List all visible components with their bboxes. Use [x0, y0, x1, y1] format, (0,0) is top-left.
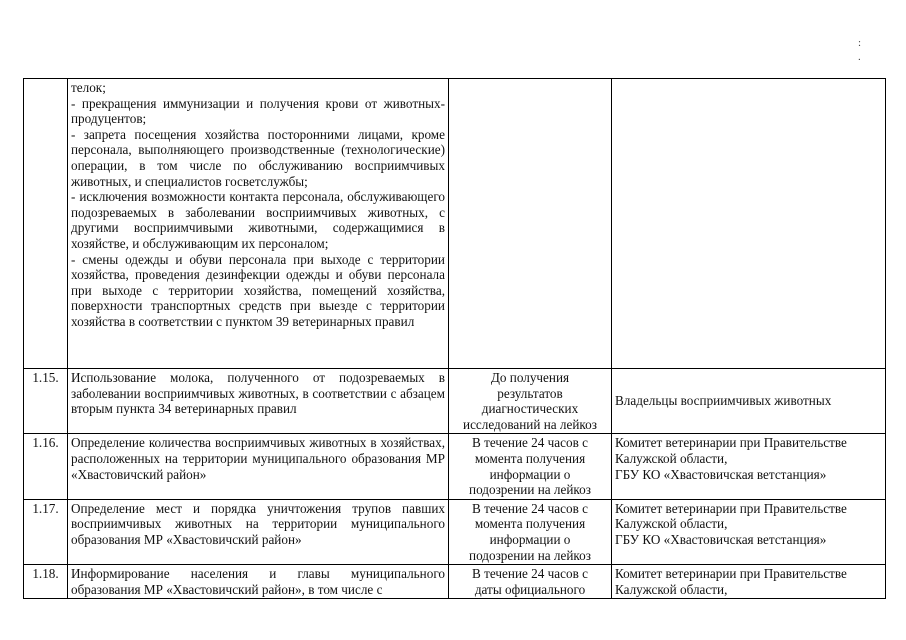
measure-bullet: - смены одежды и обуви персонала при выходе с территории хозяйства, проведения дезинфекции одежды и обуви персонала при выходе с территории хозяйства, помещений хозяйства, поверхности транспортных средств при выезде с территории хозяйства в соответствии с пунктом 39 ветеринарных правил [71, 251, 445, 329]
responsible-cell [612, 499, 886, 564]
measure-cell: Использование молока, полученного от подозреваемых в заболевании восприимчивых животных, в соответствии с абзацем вторым пункта 34 ветеринарных правил [68, 369, 449, 434]
term-cell [449, 434, 612, 499]
responsible-line: ГБУ КО «Хвастовичская ветстанция» [615, 531, 827, 547]
row-number: 1.16. [24, 434, 68, 499]
row-number [24, 79, 68, 369]
responsible-line: Калужской области, [615, 516, 728, 532]
measure-cell [68, 79, 449, 369]
row-number: 1.15. [24, 369, 68, 434]
term-line: подозрении на лейкоз [469, 547, 591, 563]
measure-cell: Определение количества восприимчивых животных в хозяйствах, расположенных на территории муниципального образования МР «Хвастовичский район» [68, 434, 449, 499]
responsible-line: Комитет ветеринарии при Правительстве [615, 500, 847, 516]
term-line: информации о [489, 531, 571, 547]
term-line: В течение 24 часов с [472, 435, 588, 451]
term-cell [449, 79, 612, 369]
responsible-line: Калужской области, [615, 450, 728, 466]
term-line: подозрении на лейкоз [469, 482, 591, 498]
corner-marks [858, 36, 861, 64]
term-line: диагностических [481, 401, 579, 417]
responsible-line: ГБУ КО «Хвастовичская ветстанция» [615, 466, 827, 482]
measure-bullet: - прекращения иммунизации и получения крови от животных-продуцентов; [71, 95, 445, 127]
measures-table [23, 78, 886, 599]
responsible-cell [612, 369, 886, 434]
measure-bullet: - запрета посещения хозяйства посторонними лицами, кроме персонала, выполняющего производственные (технологические) операции, в том числе по обслуживанию восприимчивых животных, и специалистов госветслужбы; [71, 126, 445, 189]
responsible-line: Владельцы восприимчивых животных [615, 393, 832, 409]
responsible-cell [612, 434, 886, 499]
term-line: В течение 24 часов с [472, 566, 588, 582]
term-line: момента получения [474, 450, 586, 466]
responsible-line: Калужской области, [615, 581, 728, 597]
term-line: даты официального [474, 581, 586, 597]
term-line: момента получения [474, 516, 586, 532]
table-row [24, 79, 886, 369]
term-line: информации о [489, 466, 571, 482]
measure-cell: Определение мест и порядка уничтожения трупов павших восприимчивых животных на территории муниципального образования МР «Хвастовичский район» [68, 499, 449, 564]
term-line: результатов [497, 385, 563, 401]
table-row [24, 434, 886, 499]
responsible-line: Комитет ветеринарии при Правительстве [615, 435, 847, 451]
measure-cell: Информирование населения и главы муниципального образования МР «Хвастовичский район», в том числе с [68, 565, 449, 599]
responsible-cell [612, 79, 886, 369]
corner-mark: : [858, 37, 862, 49]
term-line: В течение 24 часов с [472, 500, 588, 516]
responsible-cell [612, 565, 886, 599]
measure-bullet: телок; [71, 80, 106, 95]
table-row [24, 565, 886, 599]
responsible-line: Комитет ветеринарии при Правительстве [615, 566, 847, 582]
corner-mark: . [858, 51, 861, 63]
measure-bullet: - исключения возможности контакта персонала, обслуживающего подозреваемых в заболевании восприимчивых животных, с другими восприимчивыми животными, содержащимися в хозяйстве, и обслуживающим их персоналом; [71, 189, 445, 251]
row-number: 1.17. [24, 499, 68, 564]
row-number: 1.18. [24, 565, 68, 599]
table-row [24, 369, 886, 434]
term-line: исследований на лейкоз [463, 416, 597, 432]
term-cell [449, 499, 612, 564]
term-cell [449, 369, 612, 434]
term-cell [449, 565, 612, 599]
table-row [24, 499, 886, 564]
term-line: До получения [490, 370, 570, 385]
